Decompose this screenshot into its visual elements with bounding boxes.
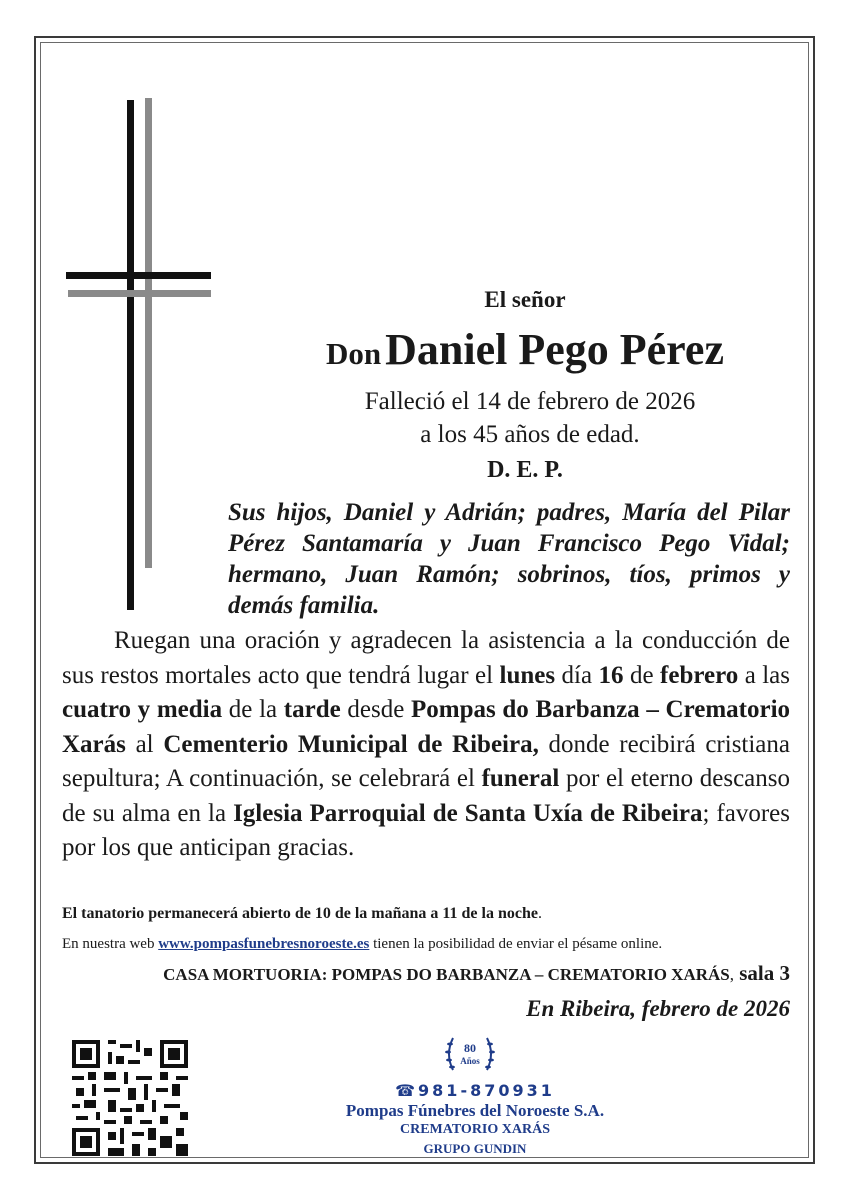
family-list: Sus hijos, Daniel y Adrián; padres, María del Pilar Pérez Santamaría y Juan Francisco Pego Vidal; hermano, Juan Ramón; sobrinos, tíos, primos y demás familia. <box>228 499 790 619</box>
cross-icon <box>60 90 220 620</box>
body-emphasis: funeral <box>481 765 560 792</box>
age-line: a los 45 años de edad. <box>420 421 640 448</box>
web-text-before: En nuestra web <box>62 936 159 952</box>
room-number: sala 3 <box>733 961 790 985</box>
tanatorio-hours <box>62 905 542 923</box>
title-line: El señor <box>484 287 566 312</box>
body-emphasis: Iglesia Parroquial de Santa Uxía de Ribeira <box>233 799 703 827</box>
body-emphasis: tarde <box>283 696 341 723</box>
body-emphasis: lunes <box>499 661 556 689</box>
body-text: de la <box>222 696 284 723</box>
body-text: al <box>125 730 164 758</box>
web-text-after: tienen la posibilidad de enviar el pésame online. <box>369 936 663 952</box>
body-text: de <box>623 661 661 689</box>
death-date: Falleció el 14 de febrero de 2026 <box>364 388 696 415</box>
rip-line: D. E. P. <box>487 457 563 483</box>
place-date: En Ribeira, febrero de 2026 <box>526 996 790 1021</box>
phone-number[interactable]: ☎981-870931 <box>395 1081 555 1100</box>
body-text: ; favores por los que anticipan gracias. <box>62 799 790 861</box>
body-emphasis: Pompas do Barbanza – Crematorio Xarás <box>62 696 791 758</box>
web-condolence-note <box>62 936 662 953</box>
badge-number: 80 <box>464 1041 476 1055</box>
casa-label: CASA MORTUORIA: POMPAS DO BARBANZA – CREMATORIO XARÁS <box>163 965 730 984</box>
group-name: GRUPO GUNDIN <box>423 1141 527 1156</box>
anniversary-badge-icon <box>441 1030 499 1078</box>
funeral-home-room <box>163 961 790 986</box>
badge-word: Años <box>460 1056 480 1066</box>
full-name: Daniel Pego Pérez <box>385 325 724 374</box>
body-emphasis: cuatro y media <box>62 696 223 723</box>
name-prefix: Don <box>326 336 382 371</box>
deceased-portrait <box>440 92 590 272</box>
body-emphasis: Cementerio Municipal de Ribeira, <box>163 730 539 758</box>
website-link[interactable]: www.pompasfunebresnoroeste.es <box>158 936 370 952</box>
body-text: Ruegan una oración y agradecen la asistencia a la conducción de sus restos mortales acto que tendrá lugar el <box>62 627 790 689</box>
tanatorio-text: El tanatorio permanecerá abierto de 10 de la mañana a 11 de la noche <box>62 905 538 922</box>
qr-code-icon[interactable] <box>72 1040 188 1156</box>
casa-comma: , <box>729 965 734 984</box>
company-name: Pompas Fúnebres del Noroeste S.A. <box>345 1101 605 1120</box>
body-text: donde recibirá cristiana sepultura; A continuación, se celebrará el <box>62 730 791 792</box>
body-emphasis: 16 <box>598 661 624 689</box>
body-text: desde <box>340 696 411 723</box>
body-text: por el eterno descanso de su alma en la <box>62 765 790 827</box>
tanatorio-period: . <box>537 905 542 922</box>
crematorio-name: CREMATORIO XARÁS <box>400 1122 550 1137</box>
body-emphasis: febrero <box>660 661 739 689</box>
service-announcement <box>62 624 790 866</box>
body-text: a las <box>738 661 790 689</box>
deceased-name <box>230 324 820 375</box>
death-details <box>300 385 760 451</box>
body-text: día <box>555 661 599 689</box>
